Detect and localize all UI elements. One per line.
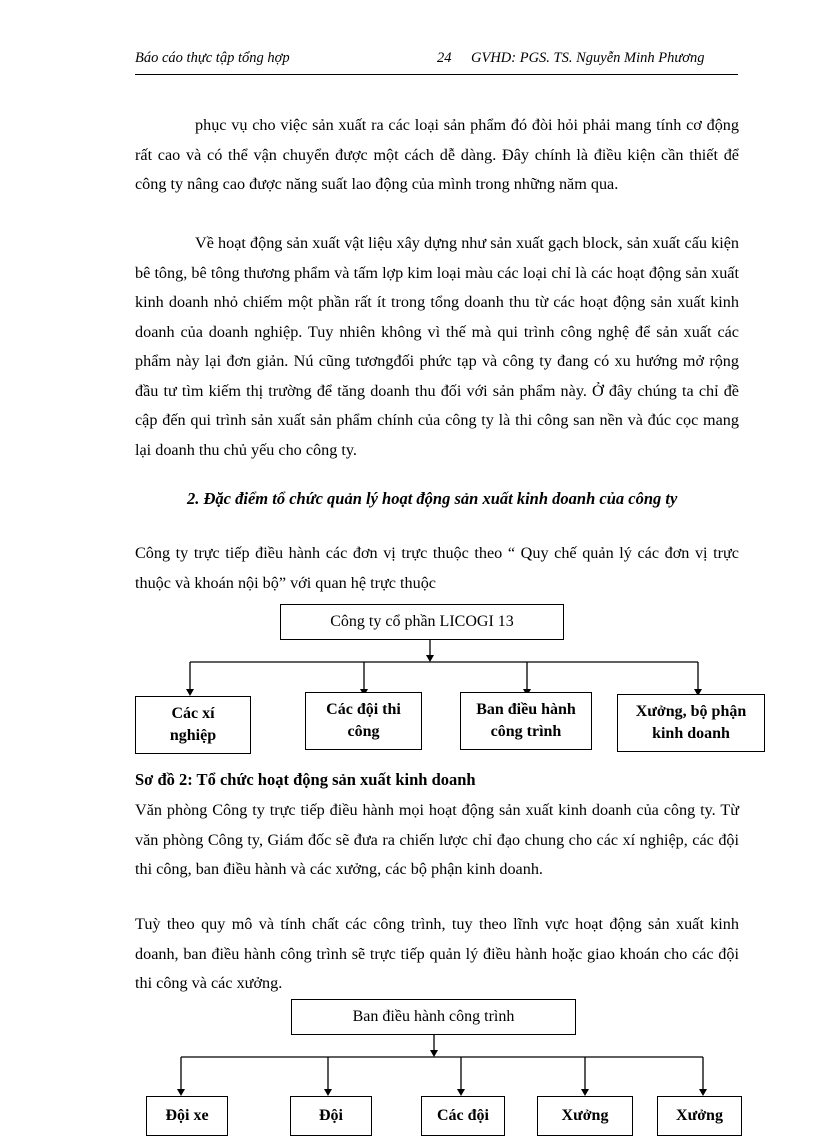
diagram2-child-box — [657, 1096, 742, 1136]
diagram2-root-box — [291, 999, 576, 1035]
diagram1-root-label: Công ty cổ phần LICOGI 13 — [330, 613, 514, 630]
diagram2-child-box — [290, 1096, 372, 1136]
diagram1-child-label: Ban điều hành công trình — [476, 701, 576, 740]
diagram2-child-box — [421, 1096, 505, 1136]
paragraph-5: Tuỳ theo quy mô và tính chất các công trình, tuy theo lĩnh vực hoạt động sản xuất kinh doanh, ban điều hành công trình sẽ trực tiếp quản lý điều hành hoặc giao khoán cho các đội thi công và các xưởng. — [135, 915, 739, 992]
page-number: 24 — [437, 50, 452, 66]
paragraph-4: Văn phòng Công ty trực tiếp điều hành mọi hoạt động sản xuất kinh doanh của công ty. Từ văn phòng Công ty, Giám đốc sẽ đưa ra chiến lược chỉ đạo chung cho các xí nghiệp, các đội thi công, ban điều hành và các xưởng, các bộ phận kinh doanh. — [135, 801, 739, 878]
diagram1-child-label: Xưởng, bộ phận kinh doanh — [635, 703, 747, 742]
header-report-title: Báo cáo thực tập tổng hợp — [135, 50, 290, 66]
diagram2-child-label: Đội xe — [165, 1107, 209, 1124]
paragraph-3: Công ty trực tiếp điều hành các đơn vị trực thuộc theo “ Quy chế quản lý các đơn vị trực thuộc và khoán nội bộ” với quan hệ trực thuộc — [135, 544, 739, 592]
diagram1-child-box — [617, 694, 765, 752]
diagram1-child-label: Các đội thi công — [326, 701, 401, 740]
diagram2-child-label: Đội — [319, 1107, 343, 1124]
diagram2-child-label: Xưởng — [561, 1107, 609, 1124]
diagram2-child-label: Các đội — [437, 1107, 489, 1124]
diagram1-caption: Sơ đồ 2: Tổ chức hoạt động sản xuất kinh doanh — [135, 770, 476, 789]
paragraph-1: phục vụ cho việc sản xuất ra các loại sản phẩm đó đòi hỏi phải mang tính cơ động rất cao và có thể vận chuyển được một cách dễ dàng. Đây chính là điều kiện cần thiết để công ty nâng cao được năng suất lao động của mình trong những năm qua. — [135, 116, 739, 193]
diagram1-child-box — [460, 692, 592, 750]
diagram1-child-box — [305, 692, 422, 750]
diagram2-child-box — [146, 1096, 228, 1136]
diagram2-root-label: Ban điều hành công trình — [352, 1008, 515, 1025]
diagram2-child-box — [537, 1096, 633, 1136]
diagram1-child-box — [135, 696, 251, 754]
diagram2-child-label: Xưởng — [676, 1107, 723, 1124]
diagram1-child-label: Các xí nghiệp — [169, 705, 217, 744]
diagram1-root-box — [280, 604, 564, 640]
paragraph-2: Về hoạt động sản xuất vật liệu xây dựng như sản xuất gạch block, sản xuất cấu kiện bê tông, bê tông thương phẩm và tấm lợp kim loại màu các loại chỉ là các hoạt động sản xuất kinh doanh nhỏ chiếm một phần rất ít trong tổng doanh thu từ các hoạt động sản xuất kinh doanh của doanh nghiệp. Tuy nhiên không vì thế mà qui trình công nghệ để sản xuất các phẩm này lại đơn giản. Nú cũng tươngđối phức tạp và công ty đang có xu hướng mở rộng đầu tư tìm kiếm thị trường để tăng doanh thu đối với sản phẩm này. Ở đây chúng ta chỉ đề cập đến qui trình sản xuất sản phẩm chính của công ty là thi công san nền và đúc cọc mang lại doanh thu chủ yếu cho công ty. — [135, 234, 739, 459]
header-supervisor: GVHD: PGS. TS. Nguyễn Minh Phương — [471, 50, 705, 66]
section-heading: 2. Đặc điểm tổ chức quản lý hoạt động sản xuất kinh doanh của công ty — [187, 489, 678, 508]
